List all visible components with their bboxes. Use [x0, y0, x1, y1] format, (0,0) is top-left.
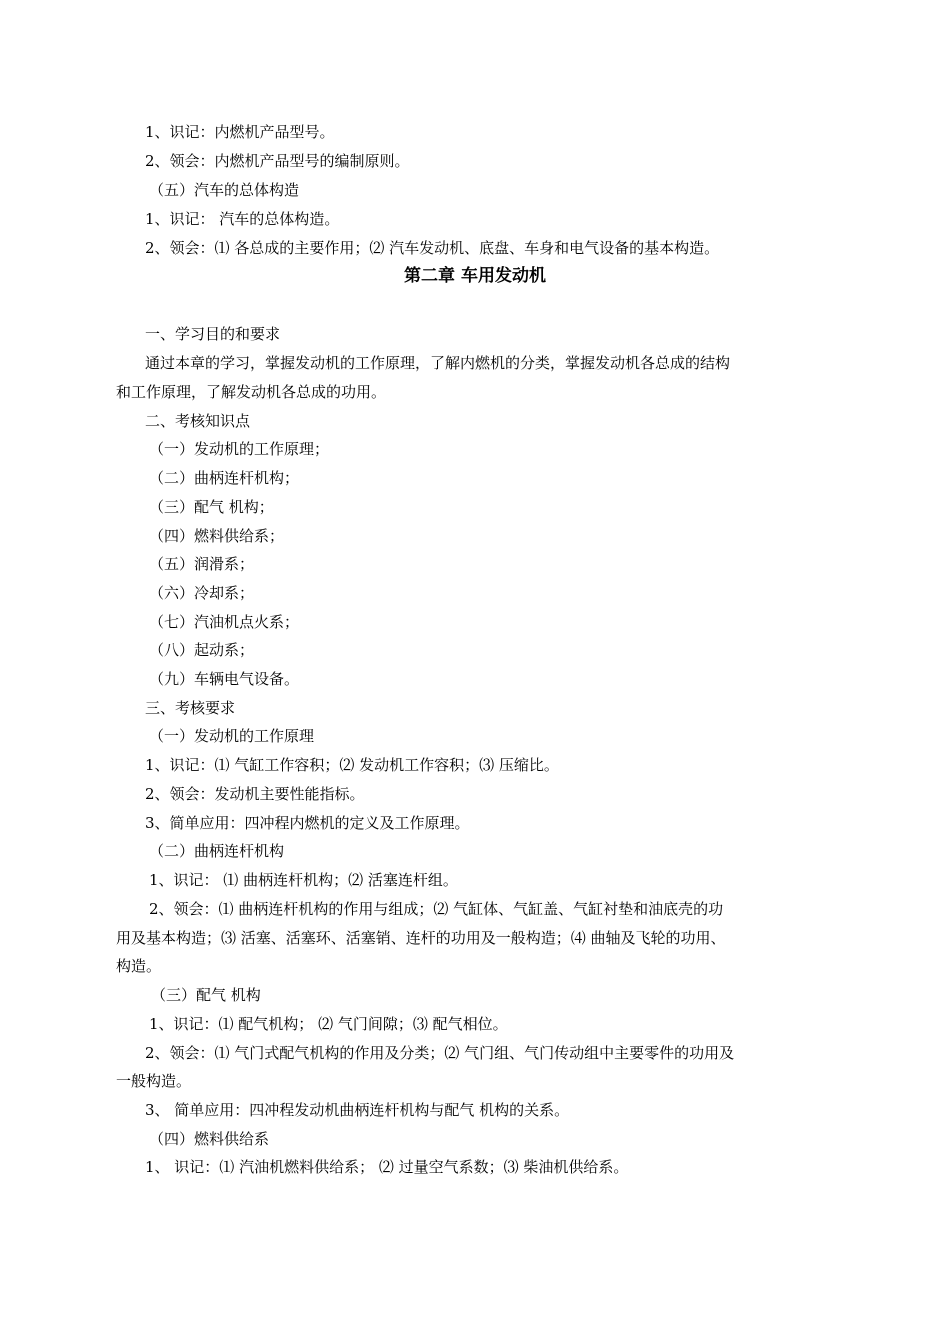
text-line: 2、领会：⑴ 气门式配气机构的作用及分类；⑵ 气门组、气门传动组中主要零件的功用及: [145, 1044, 735, 1062]
text-line: 1、识记：⑴ 气缸工作容积；⑵ 发动机工作容积；⑶ 压缩比。: [145, 756, 559, 774]
text-line: （九）车辆电气设备。: [149, 670, 300, 688]
text-line: 1、 识记：⑴ 汽油机燃料供给系； ⑵ 过量空气系数；⑶ 柴油机供给系。: [145, 1158, 629, 1176]
text-line: 2、领会：⑴ 各总成的主要作用；⑵ 汽车发动机、底盘、车身和电气设备的基本构造。: [145, 239, 720, 257]
text-line: （二）曲柄连杆机构；: [149, 469, 300, 487]
text-line: 1、识记：内燃机产品型号。: [145, 123, 335, 141]
text-line: （二）曲柄连杆机构: [149, 842, 285, 860]
text-line: 和工作原理，了解发动机各总成的功用。: [116, 383, 387, 401]
text-line: 2、领会：发动机主要性能指标。: [145, 785, 365, 803]
text-line: （一）发动机的工作原理；: [149, 440, 330, 458]
text-line: 1、识记： 汽车的总体构造。: [145, 210, 340, 228]
text-line: （五）润滑系；: [149, 555, 255, 573]
text-line: 一、学习目的和要求: [145, 325, 281, 343]
text-line: 二、考核知识点: [145, 412, 251, 430]
text-line: 1、识记：⑴ 配气机构； ⑵ 气门间隙；⑶ 配气相位。: [149, 1015, 508, 1033]
text-line: 通过本章的学习，掌握发动机的工作原理，了解内燃机的分类，掌握发动机各总成的结构: [145, 354, 731, 372]
text-line: （三）配气 机构；: [149, 498, 274, 516]
text-line: （五）汽车的总体构造: [149, 181, 300, 199]
text-line: （一）发动机的工作原理: [149, 727, 315, 745]
chapter-title: 第二章 车用发动机: [404, 266, 546, 286]
text-line: 用及基本构造；⑶ 活塞、活塞环、活塞销、连杆的功用及一般构造；⑷ 曲轴及飞轮的功用、: [116, 929, 726, 947]
text-line: 构造。: [116, 957, 162, 975]
text-line: （四）燃料供给系；: [149, 527, 285, 545]
text-line: （四）燃料供给系: [149, 1130, 270, 1148]
text-line: 三、考核要求: [145, 699, 236, 717]
text-line: 3、 简单应用：四冲程发动机曲柄连杆机构与配气 机构的关系。: [145, 1101, 570, 1119]
text-line: （八）起动系；: [149, 641, 255, 659]
text-line: 3、简单应用：四冲程内燃机的定义及工作原理。: [145, 814, 470, 832]
text-line: 2、领会：内燃机产品型号的编制原则。: [145, 152, 410, 170]
text-line: 2、领会：⑴ 曲柄连杆机构的作用与组成；⑵ 气缸体、气缸盖、气缸衬垫和油底壳的功: [149, 900, 724, 918]
text-line: 1、识记： ⑴ 曲柄连杆机构；⑵ 活塞连杆组。: [149, 871, 458, 889]
text-line: （七）汽油机点火系；: [149, 613, 300, 631]
text-line: 一般构造。: [116, 1072, 192, 1090]
text-line: （六）冷却系；: [149, 584, 255, 602]
text-line: （三）配气 机构: [151, 986, 261, 1004]
